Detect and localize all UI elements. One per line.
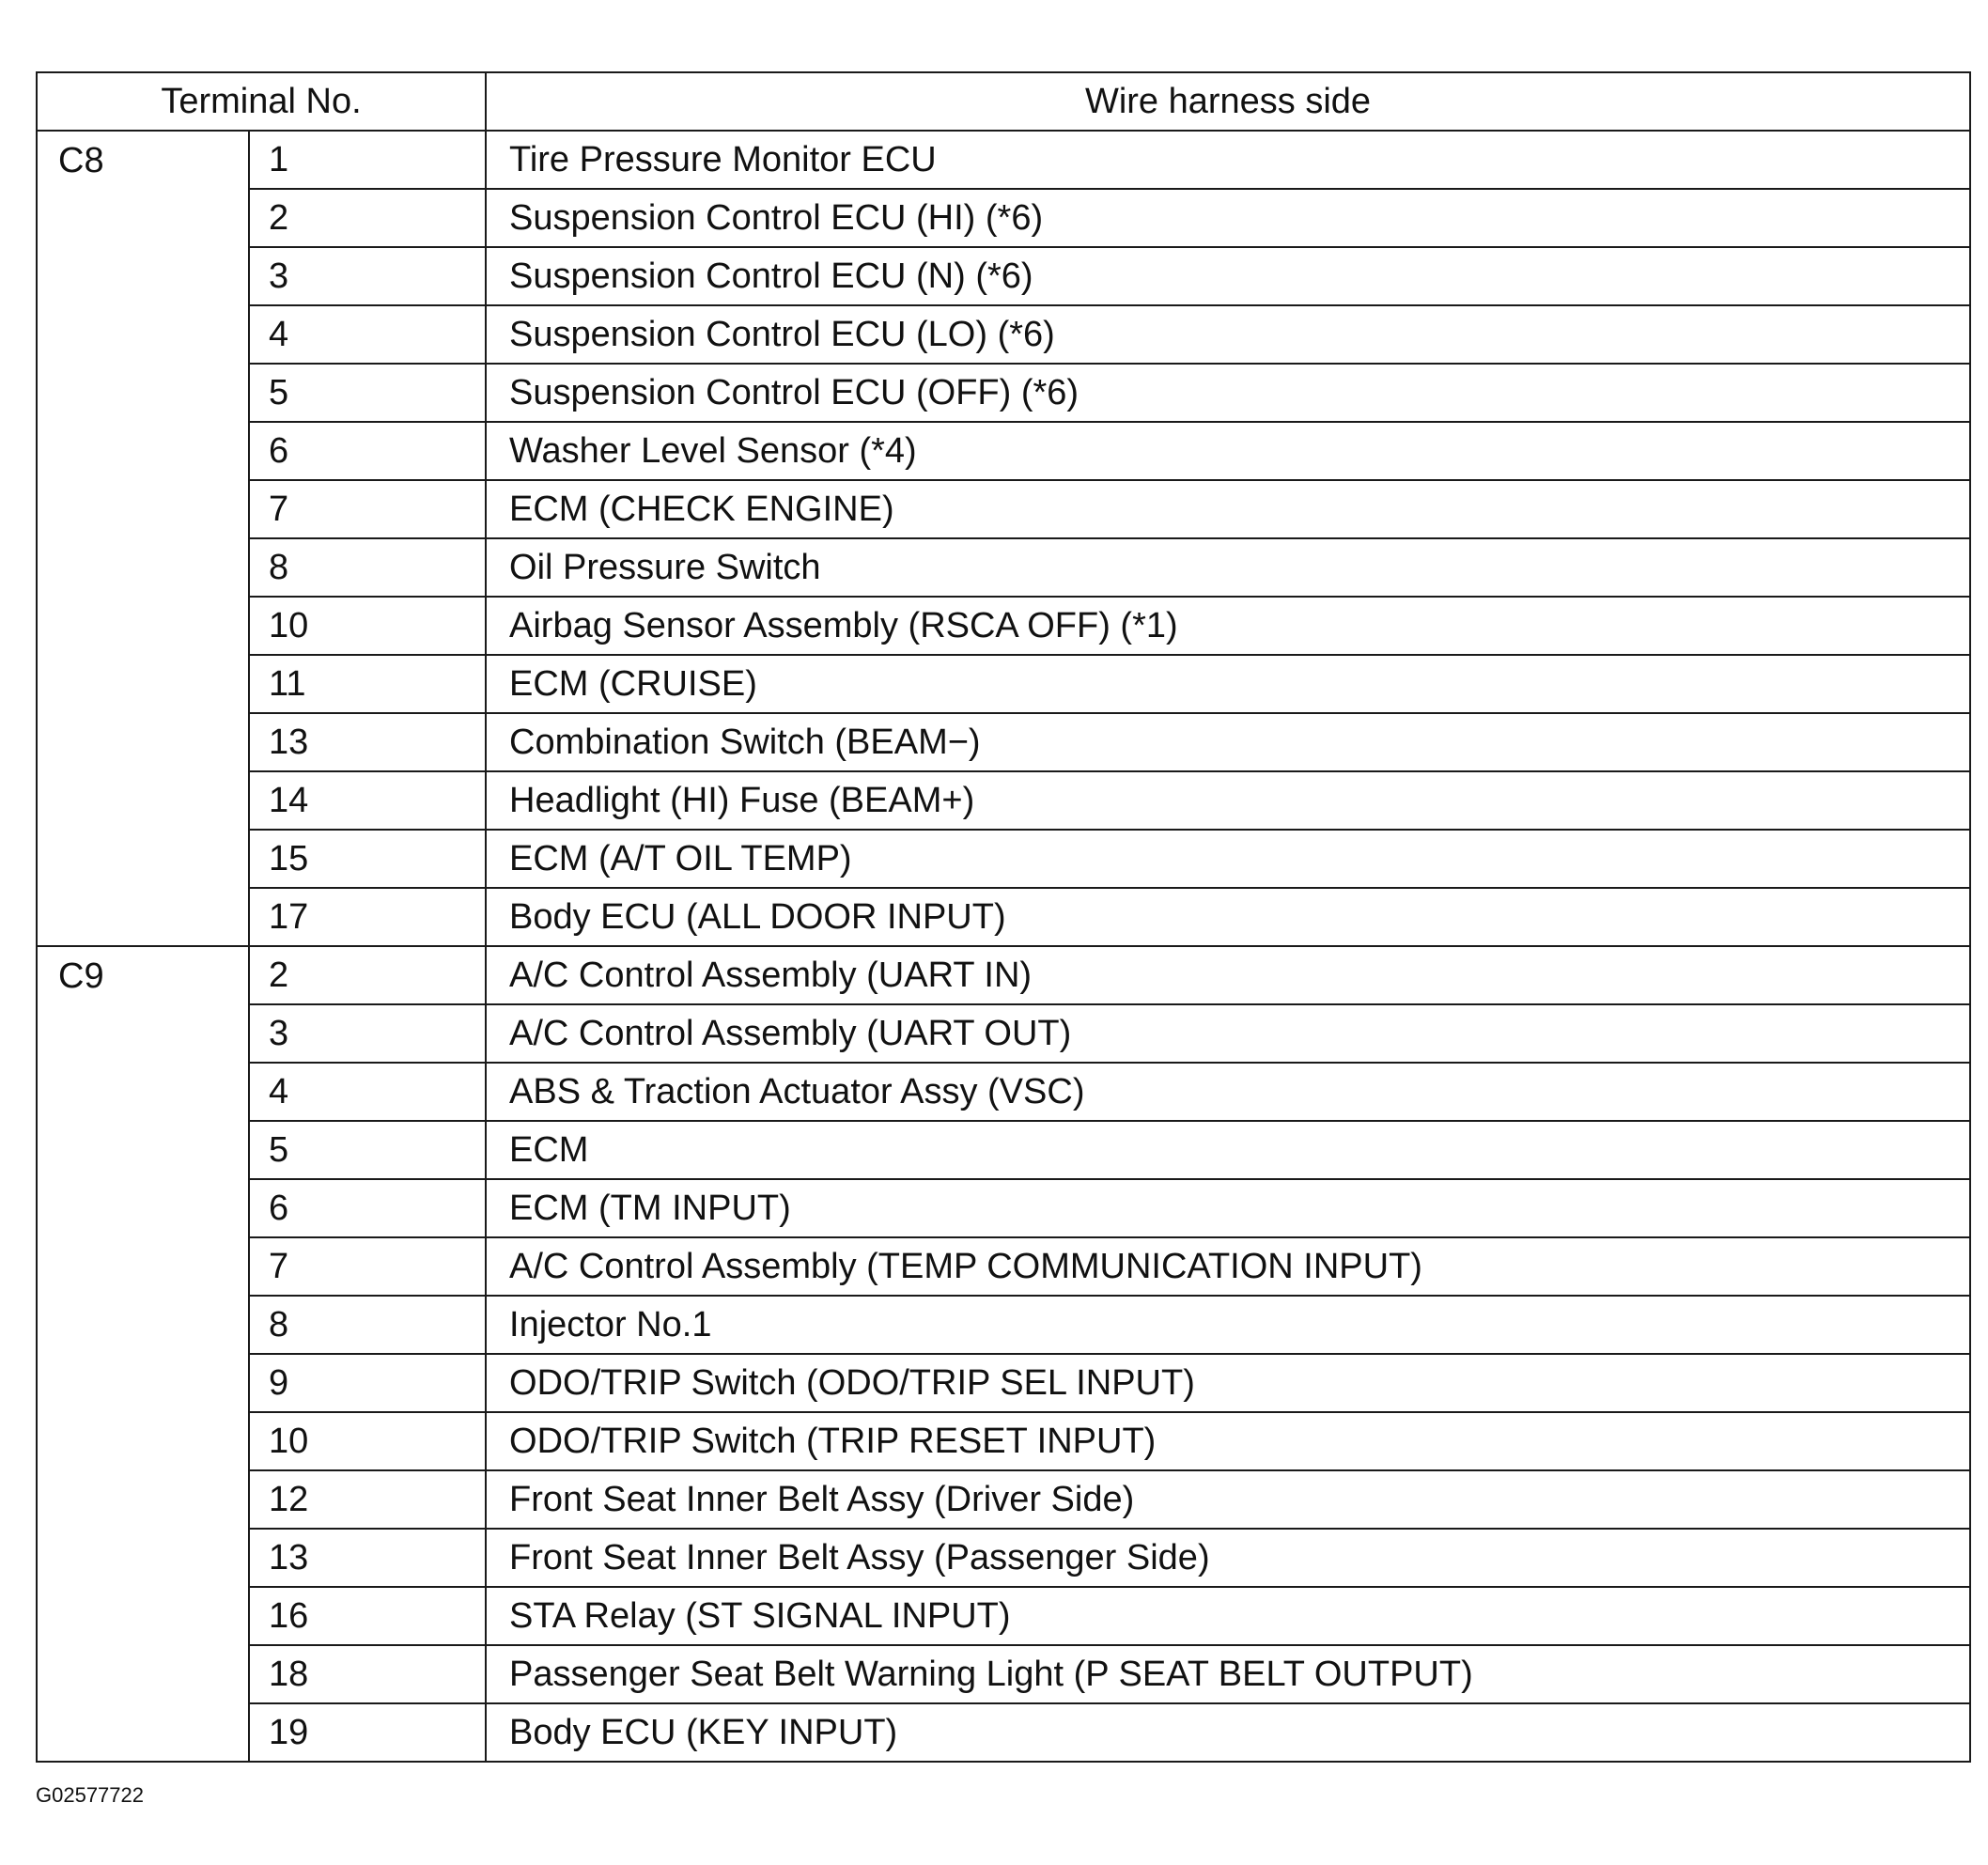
figure-id: G02577722 — [36, 1783, 144, 1807]
pin-number-cell: 1 — [249, 131, 486, 189]
wire-description-cell: STA Relay (ST SIGNAL INPUT) — [486, 1587, 1970, 1645]
wire-description-cell: ECM — [486, 1121, 1970, 1179]
table-row — [37, 1529, 1970, 1587]
terminal-table — [36, 71, 1971, 1763]
wire-description-cell: ECM (CRUISE) — [486, 655, 1970, 713]
pin-number-cell: 2 — [249, 189, 486, 247]
table-row — [37, 597, 1970, 655]
wire-description-cell: ECM (CHECK ENGINE) — [486, 480, 1970, 538]
table-row — [37, 305, 1970, 364]
wire-description-cell: Suspension Control ECU (N) (*6) — [486, 247, 1970, 305]
pin-number-cell: 9 — [249, 1354, 486, 1412]
wire-description-cell: ABS & Traction Actuator Assy (VSC) — [486, 1063, 1970, 1121]
pin-number-cell: 7 — [249, 1237, 486, 1296]
pin-number-cell: 18 — [249, 1645, 486, 1703]
connector-cell: C9 — [37, 946, 249, 1762]
wire-description-cell: Body ECU (ALL DOOR INPUT) — [486, 888, 1970, 946]
pin-number-cell: 4 — [249, 1063, 486, 1121]
table-row — [37, 1237, 1970, 1296]
pin-number-cell: 8 — [249, 538, 486, 597]
pin-number-cell: 16 — [249, 1587, 486, 1645]
wire-description-cell: A/C Control Assembly (TEMP COMMUNICATION INPUT) — [486, 1237, 1970, 1296]
wire-description-cell: A/C Control Assembly (UART IN) — [486, 946, 1970, 1004]
table-row — [37, 1121, 1970, 1179]
pin-number-cell: 3 — [249, 247, 486, 305]
wire-description-cell: Headlight (HI) Fuse (BEAM+) — [486, 771, 1970, 830]
table-row — [37, 1179, 1970, 1237]
wire-description-cell: Body ECU (KEY INPUT) — [486, 1703, 1970, 1762]
pin-number-cell: 10 — [249, 1412, 486, 1470]
wire-description-cell: Injector No.1 — [486, 1296, 1970, 1354]
pin-number-cell: 7 — [249, 480, 486, 538]
table-row — [37, 422, 1970, 480]
header-row — [37, 72, 1970, 131]
wire-description-cell: ODO/TRIP Switch (TRIP RESET INPUT) — [486, 1412, 1970, 1470]
wire-description-cell: Oil Pressure Switch — [486, 538, 1970, 597]
pin-number-cell: 13 — [249, 713, 486, 771]
table-row — [37, 538, 1970, 597]
table-row — [37, 247, 1970, 305]
pin-number-cell: 19 — [249, 1703, 486, 1762]
table-row — [37, 771, 1970, 830]
connector-cell: C8 — [37, 131, 249, 946]
table-row — [37, 364, 1970, 422]
table-row — [37, 1354, 1970, 1412]
table-row — [37, 1412, 1970, 1470]
pin-number-cell: 14 — [249, 771, 486, 830]
table-row — [37, 480, 1970, 538]
pin-number-cell: 8 — [249, 1296, 486, 1354]
pin-number-cell: 6 — [249, 1179, 486, 1237]
wire-description-cell: Combination Switch (BEAM−) — [486, 713, 1970, 771]
table-row — [37, 189, 1970, 247]
table-row — [37, 888, 1970, 946]
pin-number-cell: 15 — [249, 830, 486, 888]
table-row — [37, 1004, 1970, 1063]
wire-description-cell: Suspension Control ECU (OFF) (*6) — [486, 364, 1970, 422]
wire-description-cell: Airbag Sensor Assembly (RSCA OFF) (*1) — [486, 597, 1970, 655]
table-row — [37, 131, 1970, 189]
table-row — [37, 830, 1970, 888]
wire-description-cell: Suspension Control ECU (HI) (*6) — [486, 189, 1970, 247]
table-row — [37, 713, 1970, 771]
pin-number-cell: 17 — [249, 888, 486, 946]
pin-number-cell: 11 — [249, 655, 486, 713]
pin-number-cell: 6 — [249, 422, 486, 480]
table-row — [37, 1703, 1970, 1762]
table-row — [37, 655, 1970, 713]
pin-number-cell: 13 — [249, 1529, 486, 1587]
pin-number-cell: 5 — [249, 1121, 486, 1179]
wire-description-cell: Tire Pressure Monitor ECU — [486, 131, 1970, 189]
wire-description-cell: Washer Level Sensor (*4) — [486, 422, 1970, 480]
table-row — [37, 1645, 1970, 1703]
header-wire-harness-side: Wire harness side — [486, 72, 1970, 131]
wire-description-cell: Passenger Seat Belt Warning Light (P SEAT BELT OUTPUT) — [486, 1645, 1970, 1703]
pin-number-cell: 2 — [249, 946, 486, 1004]
table-row — [37, 1587, 1970, 1645]
wire-description-cell: Suspension Control ECU (LO) (*6) — [486, 305, 1970, 364]
wire-description-cell: Front Seat Inner Belt Assy (Passenger Side) — [486, 1529, 1970, 1587]
pin-number-cell: 5 — [249, 364, 486, 422]
wire-description-cell: ECM (A/T OIL TEMP) — [486, 830, 1970, 888]
header-terminal-no: Terminal No. — [37, 72, 486, 131]
pin-number-cell: 10 — [249, 597, 486, 655]
table-row — [37, 1296, 1970, 1354]
table-body — [37, 131, 1970, 1762]
pin-number-cell: 4 — [249, 305, 486, 364]
table-row — [37, 1063, 1970, 1121]
pin-number-cell: 12 — [249, 1470, 486, 1529]
table-row — [37, 1470, 1970, 1529]
wire-description-cell: Front Seat Inner Belt Assy (Driver Side) — [486, 1470, 1970, 1529]
wire-description-cell: ODO/TRIP Switch (ODO/TRIP SEL INPUT) — [486, 1354, 1970, 1412]
wire-description-cell: A/C Control Assembly (UART OUT) — [486, 1004, 1970, 1063]
table-row — [37, 946, 1970, 1004]
wire-description-cell: ECM (TM INPUT) — [486, 1179, 1970, 1237]
pin-number-cell: 3 — [249, 1004, 486, 1063]
